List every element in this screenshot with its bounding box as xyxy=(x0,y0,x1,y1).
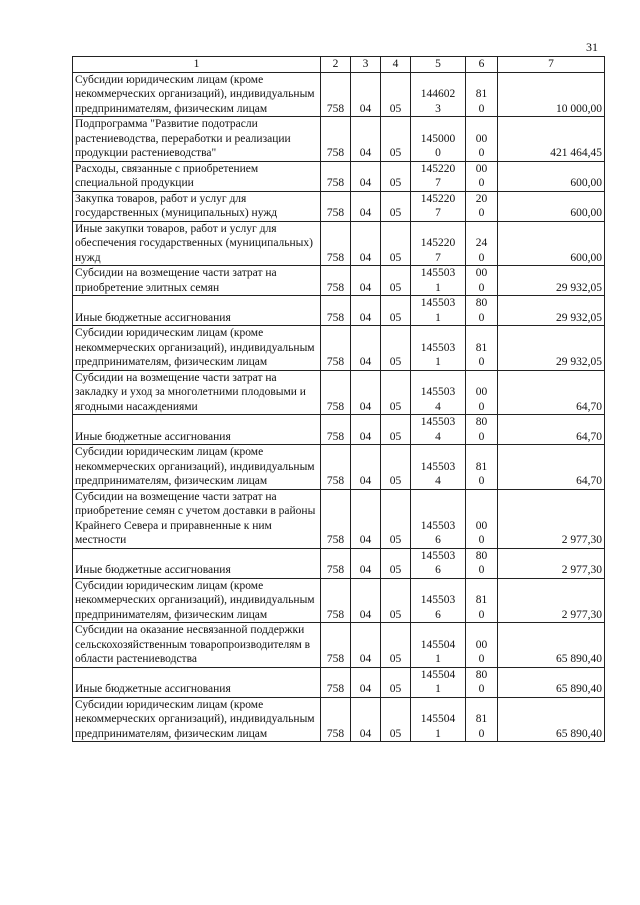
row-expense-type: 00 0 xyxy=(466,117,498,162)
row-target-code: 145503 4 xyxy=(411,445,466,490)
row-adm-code: 758 xyxy=(321,623,351,668)
row-adm-code: 758 xyxy=(321,266,351,296)
row-adm-code: 758 xyxy=(321,370,351,415)
row-sum: 600,00 xyxy=(498,191,605,221)
row-adm-code: 758 xyxy=(321,667,351,697)
row-name: Подпрограмма "Развитие подотрасли растениеводства, переработки и реализации продукции растениеводства" xyxy=(73,117,321,162)
header-col-7: 7 xyxy=(498,57,605,73)
row-target-code: 145503 6 xyxy=(411,578,466,623)
row-section-code: 04 xyxy=(351,266,381,296)
row-adm-code: 758 xyxy=(321,221,351,266)
table-row xyxy=(73,489,605,548)
row-name: Субсидии юридическим лицам (кроме некоммерческих организаций), индивидуальным предпринимателям, физическим лицам xyxy=(73,72,321,117)
row-sum: 421 464,45 xyxy=(498,117,605,162)
budget-table xyxy=(72,56,605,742)
row-subsection-code: 05 xyxy=(381,266,411,296)
table-row xyxy=(73,72,605,117)
row-name: Иные закупки товаров, работ и услуг для обеспечения государственных (муниципальных) нужд xyxy=(73,221,321,266)
row-subsection-code: 05 xyxy=(381,697,411,742)
row-section-code: 04 xyxy=(351,296,381,326)
table-row xyxy=(73,445,605,490)
table-row xyxy=(73,415,605,445)
row-sum: 64,70 xyxy=(498,370,605,415)
row-name: Расходы, связанные с приобретением специальной продукции xyxy=(73,161,321,191)
row-section-code: 04 xyxy=(351,489,381,548)
row-expense-type: 81 0 xyxy=(466,445,498,490)
row-name: Закупка товаров, работ и услуг для государственных (муниципальных) нужд xyxy=(73,191,321,221)
row-section-code: 04 xyxy=(351,445,381,490)
row-expense-type: 80 0 xyxy=(466,415,498,445)
row-section-code: 04 xyxy=(351,221,381,266)
row-subsection-code: 05 xyxy=(381,117,411,162)
row-name: Иные бюджетные ассигнования xyxy=(73,667,321,697)
row-expense-type: 20 0 xyxy=(466,191,498,221)
row-target-code: 145220 7 xyxy=(411,191,466,221)
row-name: Субсидии на возмещение части затрат на закладку и уход за многолетними плодовыми и ягодными насаждениями xyxy=(73,370,321,415)
row-subsection-code: 05 xyxy=(381,623,411,668)
table-row xyxy=(73,548,605,578)
row-adm-code: 758 xyxy=(321,117,351,162)
table-row xyxy=(73,191,605,221)
row-section-code: 04 xyxy=(351,72,381,117)
row-target-code: 145503 6 xyxy=(411,489,466,548)
row-sum: 600,00 xyxy=(498,161,605,191)
row-sum: 65 890,40 xyxy=(498,623,605,668)
header-col-2: 2 xyxy=(321,57,351,73)
row-expense-type: 80 0 xyxy=(466,548,498,578)
row-target-code: 145220 7 xyxy=(411,161,466,191)
table-row xyxy=(73,667,605,697)
row-name: Субсидии на возмещение части затрат на приобретение семян с учетом доставки в районы Крайнего Севера и приравненные к ним местности xyxy=(73,489,321,548)
table-row xyxy=(73,623,605,668)
row-adm-code: 758 xyxy=(321,296,351,326)
row-adm-code: 758 xyxy=(321,415,351,445)
row-sum: 65 890,40 xyxy=(498,697,605,742)
row-name: Иные бюджетные ассигнования xyxy=(73,296,321,326)
row-target-code: 145504 1 xyxy=(411,623,466,668)
row-expense-type: 81 0 xyxy=(466,72,498,117)
table-row xyxy=(73,296,605,326)
table-row xyxy=(73,578,605,623)
row-target-code: 145503 1 xyxy=(411,326,466,371)
row-name: Субсидии на оказание несвязанной поддержки сельскохозяйственным товаропроизводителям в области растениеводства xyxy=(73,623,321,668)
row-section-code: 04 xyxy=(351,548,381,578)
row-expense-type: 00 0 xyxy=(466,266,498,296)
row-target-code: 144602 3 xyxy=(411,72,466,117)
row-sum: 29 932,05 xyxy=(498,296,605,326)
header-col-1: 1 xyxy=(73,57,321,73)
table-row xyxy=(73,266,605,296)
row-expense-type: 00 0 xyxy=(466,623,498,668)
row-target-code: 145504 1 xyxy=(411,667,466,697)
row-subsection-code: 05 xyxy=(381,326,411,371)
row-sum: 29 932,05 xyxy=(498,326,605,371)
row-adm-code: 758 xyxy=(321,161,351,191)
table-row xyxy=(73,161,605,191)
table-row xyxy=(73,221,605,266)
row-expense-type: 24 0 xyxy=(466,221,498,266)
row-sum: 10 000,00 xyxy=(498,72,605,117)
row-name: Иные бюджетные ассигнования xyxy=(73,415,321,445)
row-subsection-code: 05 xyxy=(381,489,411,548)
row-expense-type: 00 0 xyxy=(466,161,498,191)
row-adm-code: 758 xyxy=(321,548,351,578)
row-adm-code: 758 xyxy=(321,72,351,117)
row-section-code: 04 xyxy=(351,697,381,742)
row-sum: 64,70 xyxy=(498,415,605,445)
row-sum: 2 977,30 xyxy=(498,578,605,623)
row-name: Субсидии юридическим лицам (кроме некоммерческих организаций), индивидуальным предпринимателям, физическим лицам xyxy=(73,697,321,742)
header-col-4: 4 xyxy=(381,57,411,73)
table-row xyxy=(73,117,605,162)
row-expense-type: 81 0 xyxy=(466,326,498,371)
page-number: 31 xyxy=(586,40,598,54)
row-expense-type: 81 0 xyxy=(466,697,498,742)
row-section-code: 04 xyxy=(351,667,381,697)
row-expense-type: 80 0 xyxy=(466,296,498,326)
header-col-3: 3 xyxy=(351,57,381,73)
row-expense-type: 81 0 xyxy=(466,578,498,623)
row-adm-code: 758 xyxy=(321,191,351,221)
row-sum: 65 890,40 xyxy=(498,667,605,697)
row-name: Субсидии юридическим лицам (кроме некоммерческих организаций), индивидуальным предпринимателям, физическим лицам xyxy=(73,578,321,623)
row-subsection-code: 05 xyxy=(381,72,411,117)
header-row xyxy=(73,57,605,73)
row-name: Субсидии юридическим лицам (кроме некоммерческих организаций), индивидуальным предпринимателям, физическим лицам xyxy=(73,326,321,371)
table-row xyxy=(73,370,605,415)
row-section-code: 04 xyxy=(351,415,381,445)
row-subsection-code: 05 xyxy=(381,445,411,490)
row-expense-type: 00 0 xyxy=(466,370,498,415)
row-target-code: 145503 1 xyxy=(411,266,466,296)
row-section-code: 04 xyxy=(351,370,381,415)
row-adm-code: 758 xyxy=(321,326,351,371)
header-col-6: 6 xyxy=(466,57,498,73)
table-row xyxy=(73,697,605,742)
row-sum: 29 932,05 xyxy=(498,266,605,296)
row-section-code: 04 xyxy=(351,161,381,191)
row-expense-type: 00 0 xyxy=(466,489,498,548)
row-target-code: 145000 0 xyxy=(411,117,466,162)
row-subsection-code: 05 xyxy=(381,548,411,578)
table-row xyxy=(73,326,605,371)
row-sum: 2 977,30 xyxy=(498,489,605,548)
row-section-code: 04 xyxy=(351,191,381,221)
row-section-code: 04 xyxy=(351,326,381,371)
row-adm-code: 758 xyxy=(321,489,351,548)
row-sum: 600,00 xyxy=(498,221,605,266)
row-subsection-code: 05 xyxy=(381,370,411,415)
row-target-code: 145220 7 xyxy=(411,221,466,266)
header-col-5: 5 xyxy=(411,57,466,73)
row-subsection-code: 05 xyxy=(381,296,411,326)
row-adm-code: 758 xyxy=(321,697,351,742)
row-sum: 2 977,30 xyxy=(498,548,605,578)
row-subsection-code: 05 xyxy=(381,191,411,221)
row-target-code: 145503 4 xyxy=(411,415,466,445)
row-section-code: 04 xyxy=(351,117,381,162)
row-subsection-code: 05 xyxy=(381,161,411,191)
row-target-code: 145503 4 xyxy=(411,370,466,415)
row-expense-type: 80 0 xyxy=(466,667,498,697)
row-sum: 64,70 xyxy=(498,445,605,490)
row-name: Субсидии юридическим лицам (кроме некоммерческих организаций), индивидуальным предпринимателям, физическим лицам xyxy=(73,445,321,490)
row-section-code: 04 xyxy=(351,578,381,623)
row-section-code: 04 xyxy=(351,623,381,668)
row-target-code: 145504 1 xyxy=(411,697,466,742)
row-subsection-code: 05 xyxy=(381,415,411,445)
row-subsection-code: 05 xyxy=(381,667,411,697)
row-adm-code: 758 xyxy=(321,445,351,490)
row-adm-code: 758 xyxy=(321,578,351,623)
row-target-code: 145503 1 xyxy=(411,296,466,326)
row-subsection-code: 05 xyxy=(381,578,411,623)
row-name: Иные бюджетные ассигнования xyxy=(73,548,321,578)
row-name: Субсидии на возмещение части затрат на приобретение элитных семян xyxy=(73,266,321,296)
row-target-code: 145503 6 xyxy=(411,548,466,578)
row-subsection-code: 05 xyxy=(381,221,411,266)
